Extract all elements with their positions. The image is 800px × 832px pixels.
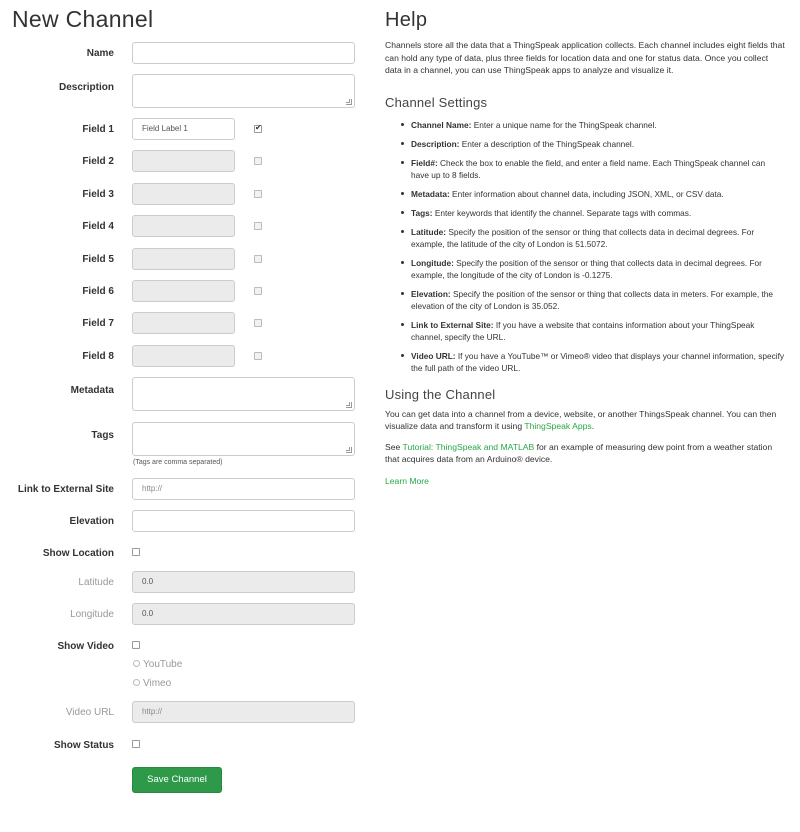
page-title: New Channel [12, 6, 154, 32]
field-label: Field 7 [82, 318, 114, 330]
field-input[interactable] [132, 183, 235, 205]
field-enable-checkbox[interactable] [254, 190, 262, 198]
field-label: Field 4 [82, 221, 114, 233]
settings-term: Elevation: [411, 288, 451, 299]
settings-desc: Enter information about channel data, including JSON, XML, or CSV data. [449, 188, 724, 199]
settings-list-item [401, 226, 785, 250]
radio-vimeo-label: Vimeo [143, 678, 172, 689]
field-label: Field 3 [82, 188, 114, 200]
show-location-label: Show Location [42, 548, 114, 559]
elevation-input[interactable] [132, 510, 355, 532]
settings-term: Channel Name: [411, 119, 472, 130]
settings-desc: Enter a unique name for the ThingSpeak channel. [471, 119, 657, 130]
settings-list-item [401, 257, 785, 281]
radio-youtube-label: YouTube [143, 659, 183, 670]
using-channel-text [385, 408, 785, 433]
learn-more-link[interactable]: Learn More [385, 475, 429, 486]
settings-desc: If you have a website that contains information about your ThingSpeak channel, specify the URL. [411, 319, 755, 342]
new-channel-form [0, 0, 370, 832]
latitude-input[interactable]: 0.0 [132, 571, 355, 593]
radio-icon [133, 679, 140, 686]
settings-term: Video URL: [411, 350, 456, 361]
settings-desc: If you have a YouTube™ or Vimeo® video that displays your channel information, specify the full path of the video URL. [411, 350, 785, 373]
settings-term: Description: [411, 138, 460, 149]
field-enable-checkbox[interactable] [254, 157, 262, 165]
description-textarea[interactable] [132, 74, 355, 108]
see-text: See [385, 441, 403, 452]
settings-desc: Specify the position of the sensor or thing that collects data in meters. For example, the elevation of the city of London is 35.052. [411, 288, 774, 311]
show-status-checkbox[interactable] [132, 740, 140, 748]
radio-icon [133, 660, 140, 667]
settings-desc: Enter keywords that identify the channel. Separate tags with commas. [432, 207, 692, 218]
tags-hint: (Tags are comma separated) [133, 459, 223, 466]
channel-settings-list [401, 119, 785, 374]
tutorial-text [385, 441, 785, 466]
video-url-label: Video URL [65, 707, 114, 718]
settings-term: Metadata: [411, 188, 450, 199]
field-label: Field 5 [82, 253, 114, 265]
longitude-label: Longitude [70, 609, 114, 620]
settings-list-item [401, 207, 785, 219]
longitude-input[interactable]: 0.0 [132, 603, 355, 625]
tutorial-link[interactable]: Tutorial: ThingSpeak and MATLAB [402, 441, 535, 452]
field-label: Field 2 [82, 156, 114, 168]
settings-desc: Check the box to enable the field, and enter a field name. Each ThingSpeak channel can have up to 8 fields. [411, 157, 766, 180]
field-label: Field 1 [82, 124, 114, 135]
settings-term: Field#: [411, 157, 438, 168]
using-channel-heading: Using the Channel [385, 386, 496, 402]
field-enable-checkbox[interactable] [254, 352, 262, 360]
resize-grip-icon[interactable] [346, 402, 352, 408]
settings-list-item [401, 350, 785, 374]
resize-grip-icon[interactable] [346, 99, 352, 105]
settings-term: Tags: [411, 207, 433, 218]
settings-term: Link to External Site: [411, 319, 494, 330]
save-channel-button[interactable]: Save Channel [132, 767, 222, 793]
field-input[interactable] [132, 150, 235, 172]
checkmark-icon: ✔ [255, 123, 262, 132]
resize-grip-icon[interactable] [346, 447, 352, 453]
help-intro: Channels store all the data that a ThingSpeak application collects. Each channel includes eight fields that can hold any type of data, plus three fields for location data and one for status data. Once you collect data in a channel, you can use ThingSpeak apps to analyze and visualize it. [385, 40, 785, 75]
tags-label: Tags [91, 430, 114, 441]
help-panel [385, 0, 785, 487]
settings-desc: Enter a description of the ThingSpeak channel. [459, 138, 635, 149]
metadata-textarea[interactable] [132, 377, 355, 411]
field-input[interactable] [132, 215, 235, 237]
settings-list-item [401, 119, 785, 131]
see-text-end: for an example of measuring dew point from a weather station that acquires data from an Arduino® device. [385, 441, 773, 464]
settings-list-item [401, 319, 785, 343]
metadata-label: Metadata [70, 385, 114, 396]
settings-list-item [401, 138, 785, 150]
tags-textarea[interactable] [132, 422, 355, 456]
using-text: You can get data into a channel from a device, website, or another ThingsSpeak channel. You can then visualize data and transform it using [385, 408, 777, 431]
show-location-checkbox[interactable] [132, 548, 140, 556]
field-enable-checkbox[interactable] [254, 319, 262, 327]
video-url-input[interactable]: http:// [132, 701, 355, 723]
radio-youtube[interactable] [133, 659, 182, 670]
channel-settings-heading: Channel Settings [385, 94, 488, 110]
name-input[interactable] [132, 42, 355, 64]
field-enable-checkbox[interactable] [254, 255, 262, 263]
elevation-label: Elevation [69, 516, 114, 527]
field-input[interactable] [132, 345, 235, 367]
settings-list-item [401, 188, 785, 200]
field-input[interactable] [132, 280, 235, 302]
show-status-label: Show Status [53, 740, 114, 751]
show-video-label: Show Video [57, 641, 114, 652]
settings-list-item [401, 288, 785, 312]
show-video-checkbox[interactable] [132, 641, 140, 649]
field-label: Field 6 [82, 286, 114, 297]
radio-vimeo[interactable] [133, 678, 171, 689]
field-input[interactable]: Field Label 1 [132, 118, 235, 140]
field-enable-checkbox[interactable] [254, 222, 262, 230]
external-site-input[interactable]: http:// [132, 478, 355, 500]
thingspeak-apps-link[interactable]: ThingSpeak Apps [524, 421, 592, 431]
external-site-label: Link to External Site [17, 484, 114, 495]
latitude-label: Latitude [78, 577, 114, 588]
description-label: Description [58, 82, 114, 93]
settings-desc: Specify the position of the sensor or thing that collects data in decimal degrees. For example, the latitude of the city of London is 51.5072. [411, 226, 755, 249]
settings-list-item [401, 157, 785, 181]
field-input[interactable] [132, 312, 235, 334]
field-label: Field 8 [82, 350, 114, 362]
settings-term: Latitude: [411, 226, 447, 237]
field-input[interactable] [132, 248, 235, 270]
field-enable-checkbox[interactable] [254, 287, 262, 295]
settings-desc: Specify the position of the sensor or thing that collects data in decimal degrees. For example, the longitude of the city of London is -0.1275. [411, 257, 762, 280]
settings-term: Longitude: [411, 257, 454, 268]
name-label: Name [86, 48, 114, 59]
help-title: Help [385, 9, 428, 31]
using-text-end: . [591, 421, 595, 431]
field-enable-checkbox[interactable] [254, 125, 262, 133]
